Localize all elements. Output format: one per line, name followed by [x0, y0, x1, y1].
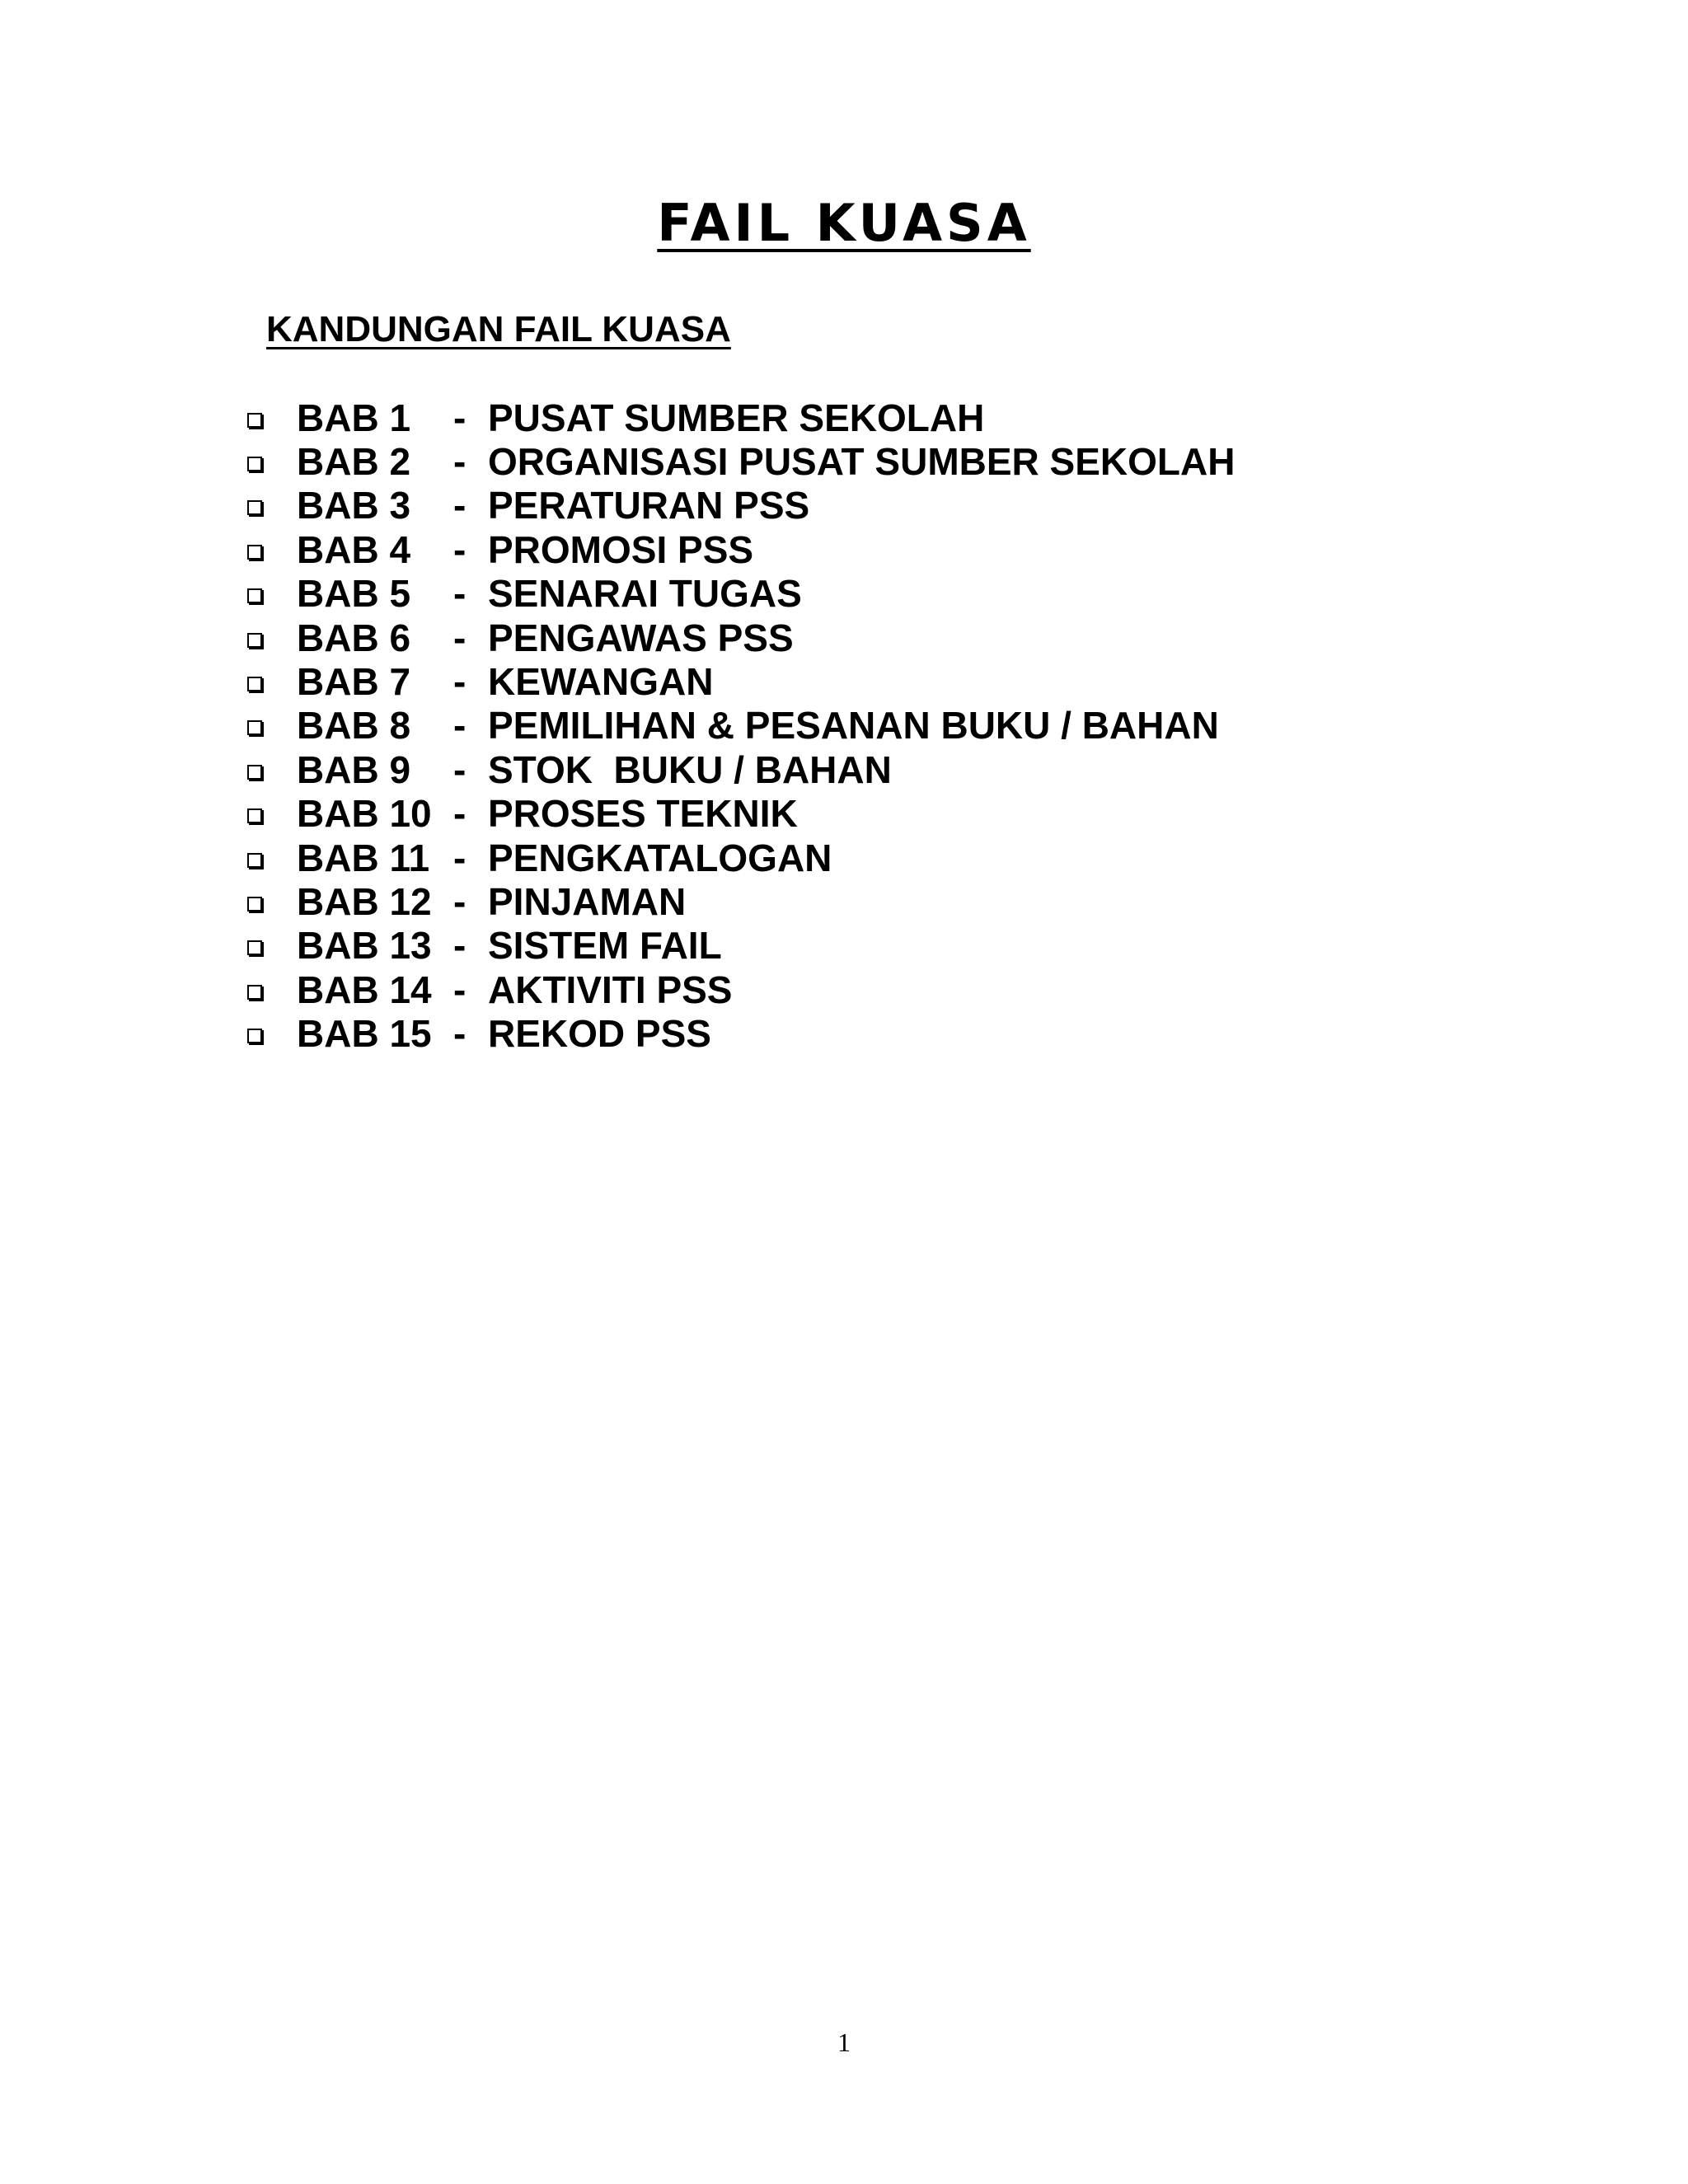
- square-bullet-icon: [247, 500, 262, 515]
- toc-item: [247, 572, 1235, 616]
- chapter-title: AKTIVITI PSS: [488, 968, 733, 1011]
- chapter-separator: -: [453, 396, 467, 439]
- square-bullet-icon: [247, 808, 262, 823]
- square-bullet-icon: [247, 677, 262, 691]
- chapter-title: PROSES TEKNIK: [488, 792, 798, 836]
- document-title: [0, 193, 1688, 253]
- toc-item: [247, 704, 1235, 748]
- toc-item: [247, 792, 1235, 836]
- square-bullet-icon: [247, 457, 262, 471]
- square-bullet-icon: [247, 940, 262, 955]
- chapter-separator: -: [453, 924, 467, 968]
- chapter-label: BAB 3: [297, 484, 411, 527]
- chapter-label: BAB 15: [297, 1012, 432, 1056]
- chapter-label: BAB 6: [297, 616, 411, 659]
- chapter-separator: -: [453, 440, 467, 484]
- square-bullet-icon: [247, 897, 262, 912]
- chapter-title: ORGANISASI PUSAT SUMBER SEKOLAH: [488, 440, 1236, 484]
- toc-item: [247, 836, 1235, 879]
- chapter-title: REKOD PSS: [488, 1012, 711, 1056]
- chapter-separator: -: [453, 968, 467, 1011]
- chapter-title: SENARAI TUGAS: [488, 572, 802, 616]
- table-of-contents: [247, 396, 1235, 1056]
- chapter-title: PINJAMAN: [488, 880, 687, 923]
- chapter-label: BAB 10: [297, 792, 432, 836]
- page-number: 1: [837, 2027, 851, 2057]
- toc-item: [247, 1011, 1235, 1055]
- square-bullet-icon: [247, 853, 262, 868]
- toc-item: [247, 968, 1235, 1011]
- toc-item: [247, 924, 1235, 968]
- toc-item: [247, 484, 1235, 527]
- chapter-separator: -: [453, 484, 467, 527]
- chapter-label: BAB 7: [297, 660, 411, 704]
- toc-item: [247, 748, 1235, 791]
- chapter-title: PENGKATALOGAN: [488, 836, 832, 879]
- chapter-label: BAB 8: [297, 704, 411, 748]
- chapter-label: BAB 9: [297, 748, 411, 791]
- chapter-separator: -: [453, 616, 467, 659]
- chapter-separator: -: [453, 660, 467, 704]
- square-bullet-icon: [247, 720, 262, 735]
- square-bullet-icon: [247, 633, 262, 648]
- square-bullet-icon: [247, 1029, 262, 1043]
- chapter-title: KEWANGAN: [488, 660, 714, 704]
- chapter-separator: -: [453, 1012, 467, 1056]
- chapter-label: BAB 12: [297, 880, 432, 923]
- chapter-separator: -: [453, 527, 467, 571]
- toc-item: [247, 616, 1235, 659]
- chapter-title: SISTEM FAIL: [488, 924, 722, 968]
- toc-item: [247, 527, 1235, 571]
- toc-item: [247, 439, 1235, 483]
- chapter-title: PROMOSI PSS: [488, 527, 754, 571]
- toc-item: [247, 396, 1235, 439]
- chapter-label: BAB 13: [297, 924, 432, 968]
- contents-heading: KANDUNGAN FAIL KUASA: [266, 309, 731, 349]
- chapter-separator: -: [453, 704, 467, 748]
- chapter-title: PEMILIHAN & PESANAN BUKU / BAHAN: [488, 704, 1219, 748]
- chapter-title: STOK BUKU / BAHAN: [488, 748, 892, 791]
- document-title-text: FAIL KUASA: [657, 193, 1031, 253]
- square-bullet-icon: [247, 413, 262, 428]
- square-bullet-icon: [247, 588, 262, 603]
- chapter-separator: -: [453, 748, 467, 791]
- chapter-title: PERATURAN PSS: [488, 484, 810, 527]
- square-bullet-icon: [247, 765, 262, 780]
- chapter-label: BAB 14: [297, 968, 432, 1011]
- chapter-label: BAB 4: [297, 527, 411, 571]
- chapter-separator: -: [453, 792, 467, 836]
- chapter-title: PENGAWAS PSS: [488, 616, 794, 659]
- square-bullet-icon: [247, 985, 262, 1000]
- chapter-label: BAB 5: [297, 572, 411, 616]
- chapter-label: BAB 11: [297, 836, 430, 879]
- chapter-title: PUSAT SUMBER SEKOLAH: [488, 396, 985, 439]
- chapter-label: BAB 2: [297, 440, 411, 484]
- toc-item: [247, 659, 1235, 703]
- toc-item: [247, 879, 1235, 923]
- chapter-separator: -: [453, 572, 467, 616]
- chapter-separator: -: [453, 880, 467, 923]
- square-bullet-icon: [247, 545, 262, 560]
- chapter-label: BAB 1: [297, 396, 411, 439]
- chapter-separator: -: [453, 836, 467, 879]
